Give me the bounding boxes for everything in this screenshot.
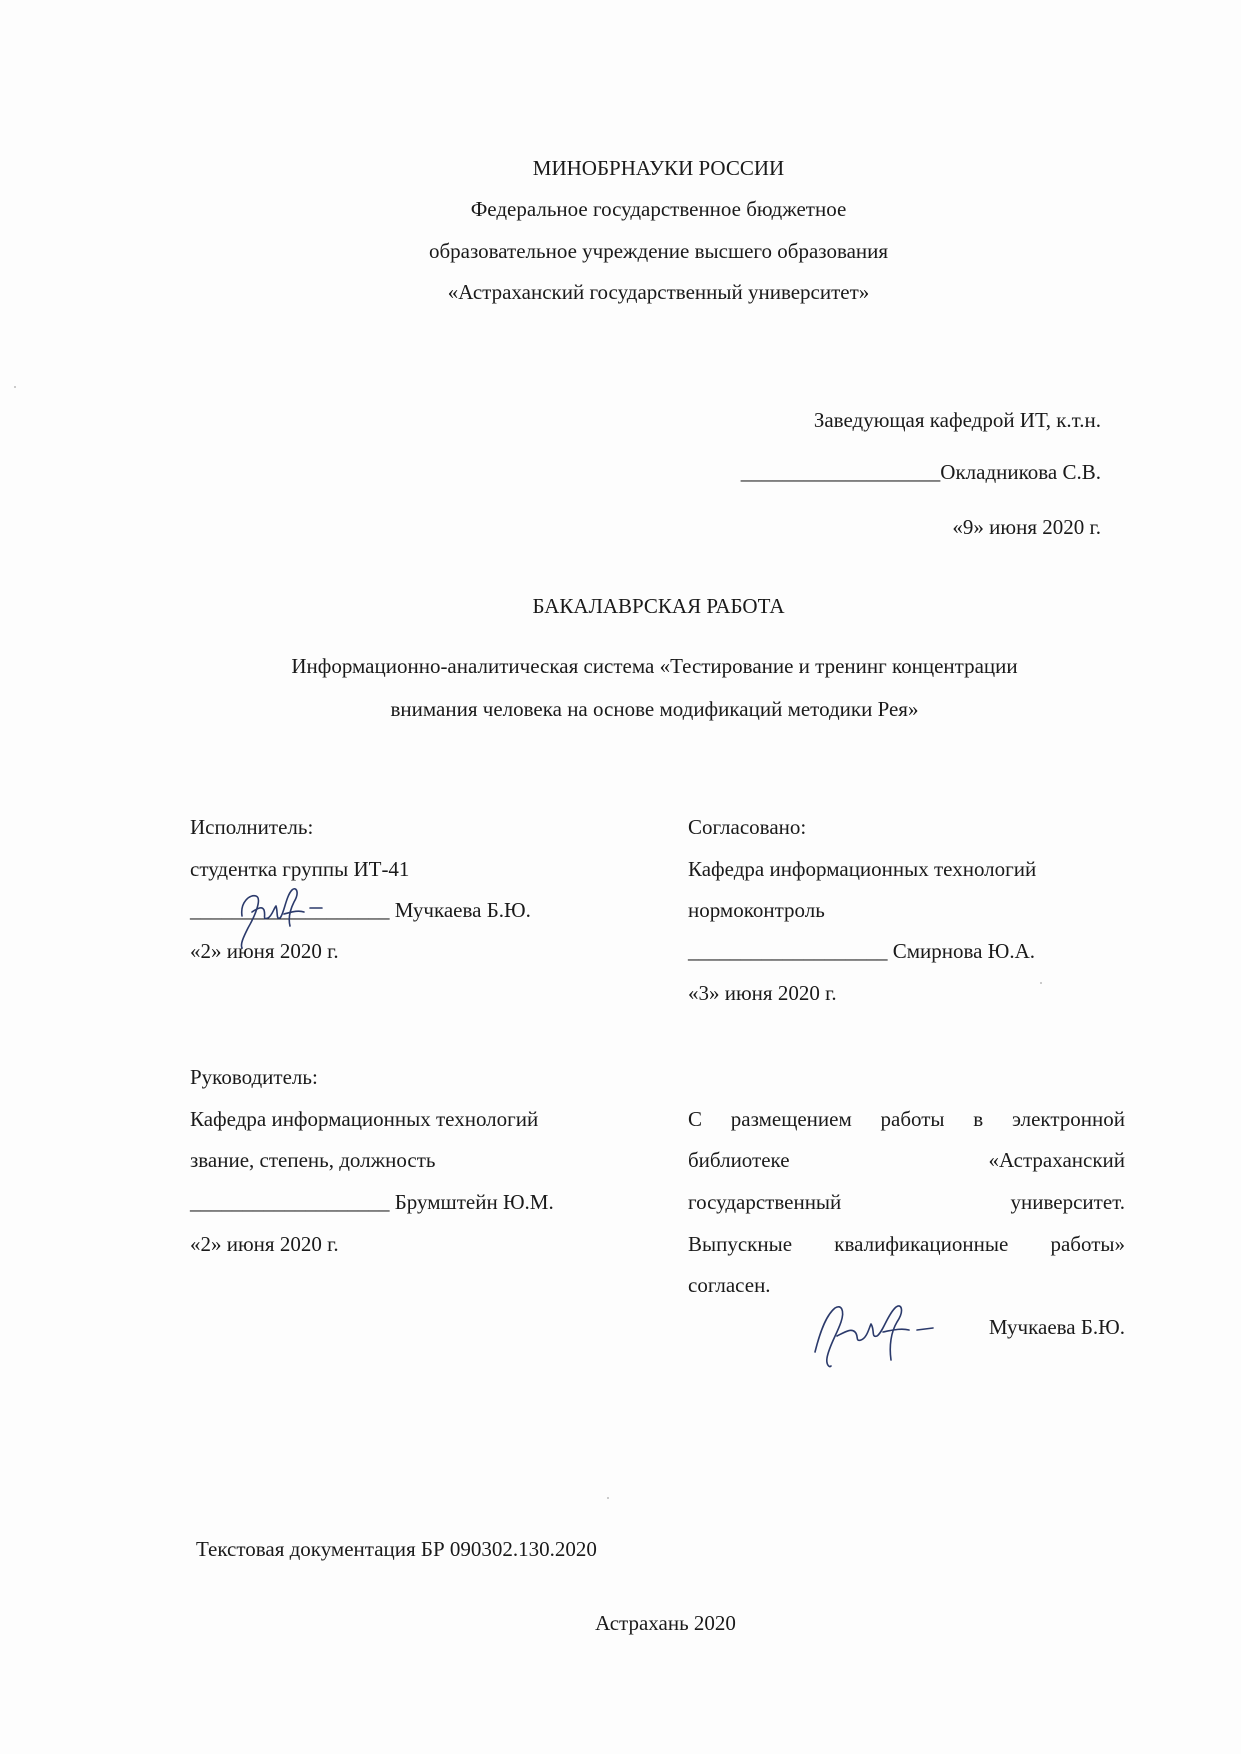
approval-date: «9» июня 2020 г. (952, 515, 1101, 539)
scan-speck (1040, 982, 1042, 984)
org-line-3: «Астраханский государственный университет» (447, 280, 870, 304)
agreed-date: «3» июня 2020 г. (688, 981, 837, 1005)
consent-name: Мучкаева Б.Ю. (988, 1315, 1125, 1339)
supervisor-title: звание, степень, должность (190, 1148, 436, 1172)
agreed-role: нормоконтроль (688, 898, 825, 922)
agreed-signature-line: ___________________ Смирнова Ю.А. (688, 939, 1035, 963)
work-type-heading: БАКАЛАВРСКАЯ РАБОТА (532, 594, 785, 618)
approval-position: Заведующая кафедрой ИТ, к.т.н. (813, 408, 1101, 432)
scan-speck (14, 386, 16, 388)
consent-line-4: Выпускные квалификационные работы» (688, 1232, 1125, 1256)
executor-label: Исполнитель: (190, 815, 314, 839)
org-line-1: Федеральное государственное бюджетное (470, 197, 847, 221)
footer-city-year: Астрахань 2020 (595, 1611, 736, 1635)
supervisor-dept: Кафедра информационных технологий (190, 1107, 539, 1131)
consent-line-3: государственный университет. (688, 1190, 1125, 1214)
executor-signature (222, 872, 332, 952)
org-line-2: образовательное учреждение высшего образования (428, 239, 889, 263)
supervisor-signature-line: ___________________ Брумштейн Ю.М. (190, 1190, 554, 1214)
footer-doc-code: Текстовая документация БР 090302.130.2020 (196, 1537, 597, 1561)
executor-date: «2» июня 2020 г. (190, 939, 339, 963)
executor-group: студентка группы ИТ-41 (190, 857, 410, 881)
agreed-dept: Кафедра информационных технологий (688, 857, 1037, 881)
consent-signature (805, 1288, 945, 1378)
title-line-1: Информационно-аналитическая система «Тестирование и тренинг концентрации (291, 654, 1018, 678)
supervisor-date: «2» июня 2020 г. (190, 1232, 339, 1256)
agreed-label: Согласовано: (688, 815, 807, 839)
scan-speck (607, 1497, 609, 1499)
consent-line-5: согласен. (688, 1273, 771, 1297)
ministry-heading: МИНОБРНАУКИ РОССИИ (532, 156, 785, 180)
supervisor-label: Руководитель: (190, 1065, 318, 1089)
consent-line-2: библиотеке «Астраханский (688, 1148, 1125, 1172)
approval-signature-line: ___________________Окладникова С.В. (740, 460, 1101, 484)
consent-line-1: С размещением работы в электронной (688, 1107, 1125, 1131)
executor-signature-line: ___________________ Мучкаева Б.Ю. (190, 898, 531, 922)
title-line-2: внимания человека на основе модификаций методики Рея» (390, 697, 919, 721)
